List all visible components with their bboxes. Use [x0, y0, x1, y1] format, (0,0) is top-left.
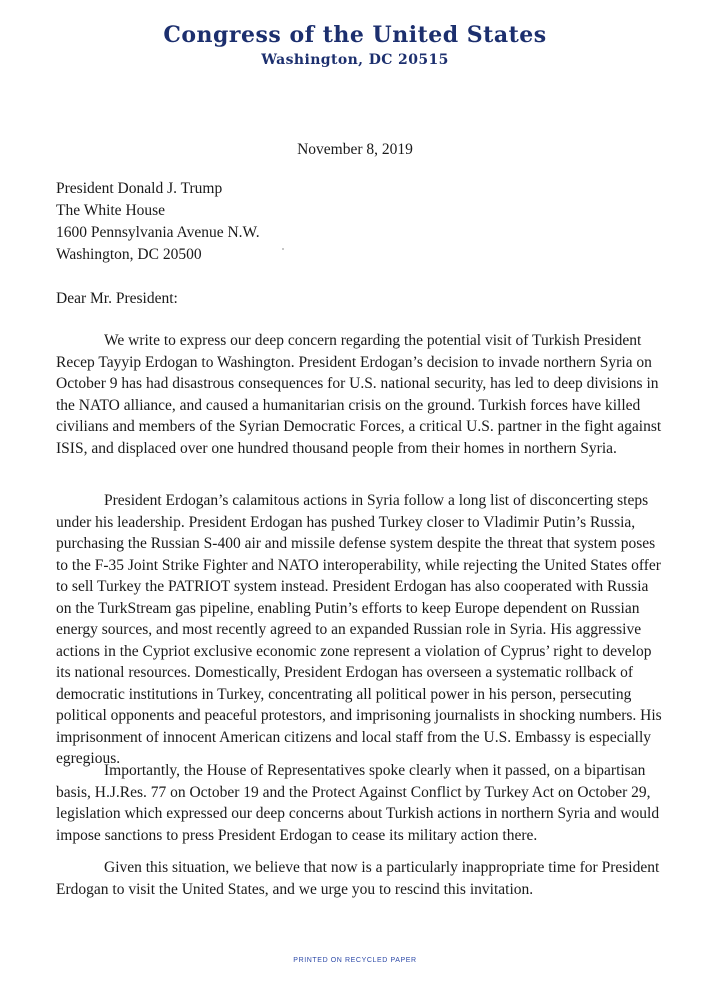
letter-date: November 8, 2019 — [297, 141, 413, 158]
body-paragraph-2: President Erdogan’s calamitous actions in Syria follow a long list of disconcerting steps under his leadership. President Erdogan has pushed Turkey closer to Vladimir Putin’s Russia, purchasing the Russian S-400 air and missile defense system despite the threat that system poses to the F-35 Joint Strike Fighter and NATO interoperability, while rejecting the United States offer to sell Turkey the PATRIOT system instead. President Erdogan has also cooperated with Russia on the TurkStream gas pipeline, enabling Putin’s efforts to keep Europe dependent on Russian energy sources, and most recently agreed to an expanded Russian role in Syria. His aggressive actions in the Cypriot exclusive economic zone represent a violation of Cyprus’ right to develop its national resources. Domestically, President Erdogan has overseen a systematic rollback of democratic institutions in Turkey, concentrating all political power in his person, persecuting political opponents and peaceful protestors, and imprisoning journalists in shocking numbers. His imprisonment of innocent American citizens and local staff from the U.S. Embassy is especially egregious. — [56, 492, 662, 767]
recycled-paper-footer: PRINTED ON RECYCLED PAPER — [293, 957, 417, 964]
addressee-street: 1600 Pennsylvania Avenue N.W. — [56, 224, 260, 241]
letterhead-title: Congress of the United States — [163, 22, 547, 48]
addressee-city: Washington, DC 20500 — [56, 246, 202, 263]
letterhead-address: Washington, DC 20515 — [261, 52, 449, 68]
addressee-block — [56, 178, 260, 266]
addressee-office: The White House — [56, 202, 166, 219]
body-paragraph-1: We write to express our deep concern regarding the potential visit of Turkish President Recep Tayyip Erdogan to Washington. President Erdogan’s decision to invade northern Syria on October 9 has had disastrous consequences for U.S. national security, has led to deep divisions in the NATO alliance, and caused a humanitarian crisis on the ground. Turkish forces have killed civilians and members of the Syrian Democratic Forces, a critical U.S. partner in the fight against ISIS, and displaced over one hundred thousand people from their homes in northern Syria. — [56, 332, 662, 457]
addressee-name: President Donald J. Trump — [56, 180, 223, 197]
body-paragraph-3: Importantly, the House of Representatives spoke clearly when it passed, on a bipartisan basis, H.J.Res. 77 on October 19 and the Protect Against Conflict by Turkey Act on October 29, legislation which expressed our deep concerns about Turkish actions in northern Syria and would impose sanctions to press President Erdogan to cease its military action there. — [56, 762, 660, 844]
scan-speck — [282, 248, 284, 250]
body-paragraph-4: Given this situation, we believe that now is a particularly inappropriate time for President Erdogan to visit the United States, and we urge you to rescind this invitation. — [56, 859, 660, 898]
salutation: Dear Mr. President: — [56, 290, 178, 307]
